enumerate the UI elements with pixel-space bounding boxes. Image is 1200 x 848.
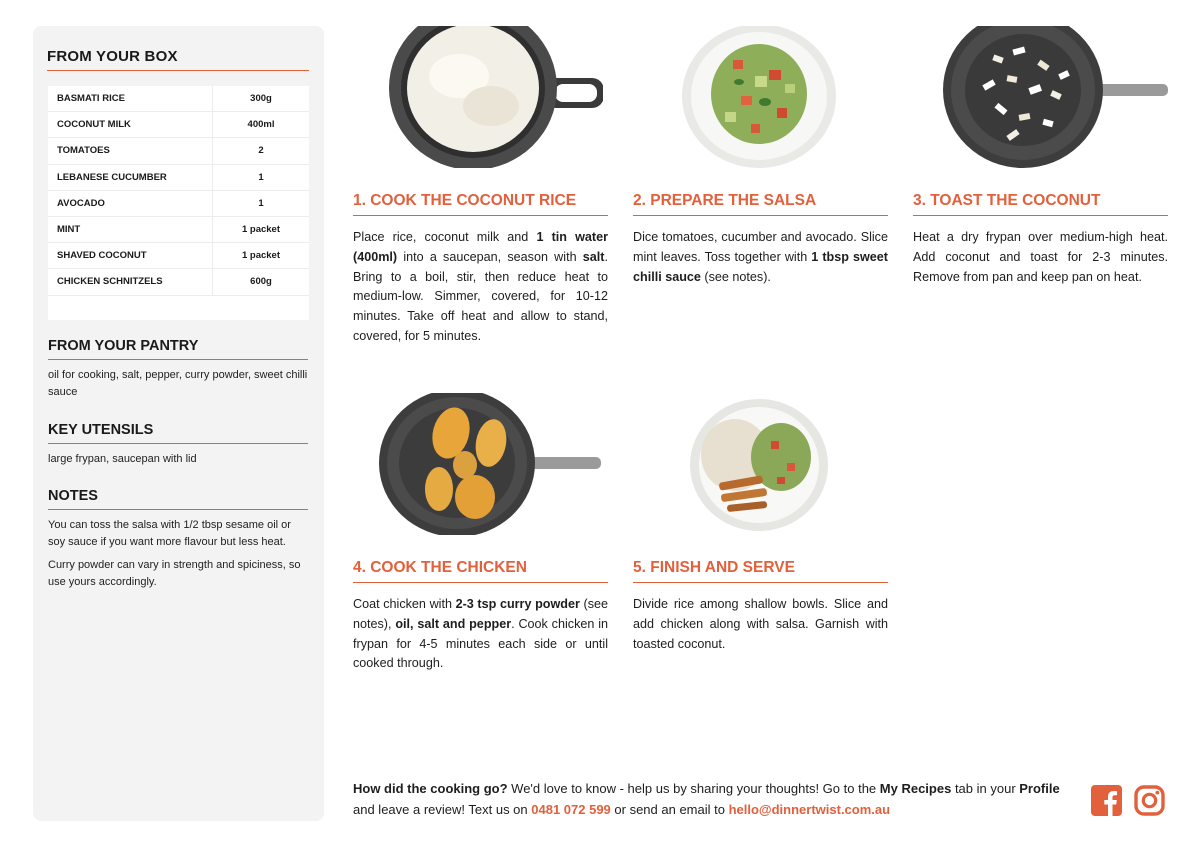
step-title: 5. FINISH AND SERVE bbox=[633, 559, 888, 583]
step-text bbox=[913, 228, 1168, 287]
pantry-heading: FROM YOUR PANTRY bbox=[48, 338, 308, 360]
notes-section bbox=[48, 488, 308, 590]
utensils-heading: KEY UTENSILS bbox=[48, 422, 308, 444]
ingredient-qty: 600g bbox=[212, 269, 309, 294]
step-text bbox=[633, 228, 888, 287]
ingredient-qty: 1 packet bbox=[212, 243, 309, 268]
text-run: into a saucepan, season with bbox=[397, 249, 583, 264]
text-run: (see notes). bbox=[700, 269, 771, 284]
text-bold: oil, salt and pepper bbox=[395, 616, 512, 631]
ingredient-name: BASMATI RICE bbox=[57, 93, 125, 105]
text-run: Coat chicken with bbox=[353, 597, 456, 611]
text-run: . Bring to a boil, stir, then reduce heat to medium-low. Simmer, covered, for 10-12 minutes. Take off heat and allow to stand, covered, for 5 minutes. bbox=[353, 249, 608, 343]
table-row bbox=[48, 112, 309, 138]
ingredient-name: LEBANESE CUCUMBER bbox=[57, 171, 167, 183]
ingredient-name: CHICKEN SCHNITZELS bbox=[57, 276, 163, 288]
ingredient-qty: 1 bbox=[212, 165, 309, 190]
text-bold: 1 tbsp sweet chilli sauce bbox=[633, 249, 888, 284]
note-text: You can toss the salsa with 1/2 tbsp sesame oil or soy sauce if you want more flavour but less heat. bbox=[48, 519, 291, 548]
table-row bbox=[48, 138, 309, 164]
ingredient-qty: 400ml bbox=[212, 112, 309, 137]
ingredient-qty: 1 packet bbox=[212, 217, 309, 242]
profile-label: Profile bbox=[1019, 781, 1060, 796]
coconut-pan-image bbox=[943, 26, 1168, 168]
ingredient-name: MINT bbox=[57, 224, 81, 236]
text-run: (see notes), bbox=[353, 597, 609, 631]
step-text bbox=[633, 595, 888, 654]
feedback-footer bbox=[353, 778, 1073, 820]
text-run: Place rice, coconut milk and bbox=[353, 230, 537, 244]
table-row bbox=[48, 217, 309, 243]
table-row bbox=[48, 269, 309, 295]
phone-link[interactable]: 0481 072 599 bbox=[531, 802, 611, 817]
footer-question: How did the cooking go? bbox=[353, 781, 508, 796]
table-row bbox=[48, 86, 309, 112]
step-title: 4. COOK THE CHICKEN bbox=[353, 559, 608, 583]
text-run: Divide rice among shallow bowls. Slice and add chicken along with salsa. Garnish with toasted coconut. bbox=[633, 597, 888, 651]
text-bold: salt bbox=[582, 249, 605, 264]
note-text: Curry powder can vary in strength and spiciness, so use yours accordingly. bbox=[48, 559, 301, 588]
text-run: . Cook chicken in frypan for 4-5 minutes each side or until cooked through. bbox=[353, 616, 609, 671]
rice-pot-image bbox=[389, 26, 603, 168]
step-title: 2. PREPARE THE SALSA bbox=[633, 192, 888, 216]
ingredient-name: AVOCADO bbox=[57, 197, 105, 209]
finished-bowl-image bbox=[689, 397, 829, 533]
pantry-text: oil for cooking, salt, pepper, curry powder, sweet chilli sauce bbox=[48, 369, 308, 398]
text-run: We'd love to know - help us by sharing your thoughts! Go to the bbox=[507, 781, 880, 796]
step-title: 3. TOAST THE COCONUT bbox=[913, 192, 1168, 216]
instagram-icon[interactable] bbox=[1134, 785, 1165, 816]
utensils-text: large frypan, saucepan with lid bbox=[48, 453, 197, 465]
chicken-pan-image bbox=[379, 393, 601, 535]
email-link[interactable]: hello@dinnertwist.com.au bbox=[728, 802, 891, 817]
ingredient-name: COCONUT MILK bbox=[57, 119, 131, 131]
step-text bbox=[353, 228, 608, 347]
text-run: Dice tomatoes, cucumber and avocado. Slice mint leaves. Toss together with bbox=[633, 230, 888, 264]
step-text bbox=[353, 595, 608, 674]
text-run: Heat a dry frypan over medium-high heat. Add coconut and toast for 2-3 minutes. Remove from pan and keep pan on heat. bbox=[913, 230, 1168, 284]
salsa-bowl-image bbox=[681, 26, 837, 170]
box-heading: FROM YOUR BOX bbox=[47, 48, 309, 71]
table-row bbox=[48, 243, 309, 269]
ingredient-qty: 300g bbox=[212, 86, 309, 111]
ingredient-name: TOMATOES bbox=[57, 145, 110, 157]
text-bold: 1 tin water (400ml) bbox=[353, 230, 608, 264]
text-bold: 2-3 tsp curry powder bbox=[455, 597, 580, 611]
text-run: or send an email to bbox=[610, 802, 729, 817]
sidebar bbox=[33, 26, 324, 821]
my-recipes-label: My Recipes bbox=[879, 781, 952, 796]
pantry-section bbox=[48, 338, 308, 400]
utensils-section bbox=[48, 422, 308, 468]
ingredient-qty: 1 bbox=[212, 191, 309, 216]
table-row bbox=[48, 165, 309, 191]
facebook-icon[interactable] bbox=[1091, 785, 1122, 816]
text-run: and leave a review! Text us on bbox=[353, 802, 532, 817]
table-row bbox=[48, 191, 309, 217]
ingredient-qty: 2 bbox=[212, 138, 309, 163]
step-title: 1. COOK THE COCONUT RICE bbox=[353, 192, 608, 216]
ingredients-table bbox=[48, 86, 309, 320]
ingredient-name: SHAVED COCONUT bbox=[57, 250, 147, 262]
text-run: tab in your bbox=[951, 781, 1020, 796]
notes-heading: NOTES bbox=[48, 488, 308, 510]
